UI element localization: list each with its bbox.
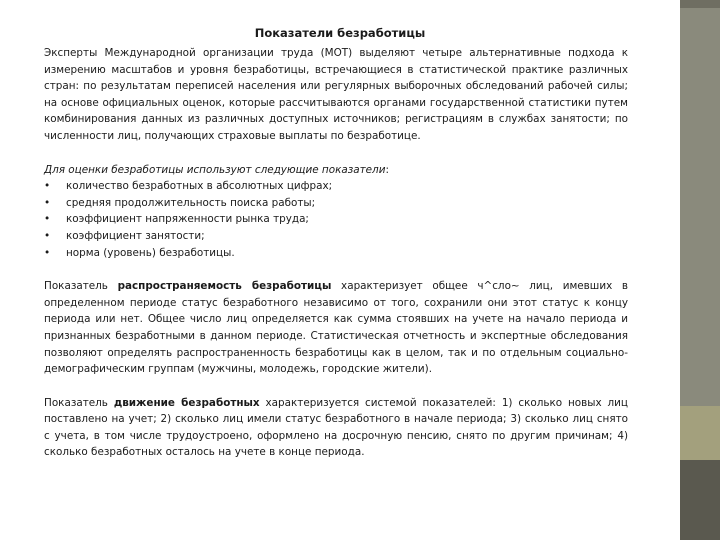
list-item-text: коэффициент занятости; [66,229,205,242]
movement-intro-text: Показатель [44,396,114,409]
bullet-icon: • [44,246,51,259]
list-item-text: норма (уровень) безработицы. [66,246,235,259]
list-item [44,178,628,195]
movement-body-text: характеризуется системой показателей: 1) сколько новых лиц поставлено на учет; 2) сколько лиц имели статус безработного в начале периода; 3) сколько лиц снято с учета, в том числе трудоустроено, оформлено на досрочную пенсию, снято по другим причинам; 4) сколько безработных осталось на учете в конце периода. [44,396,628,459]
side-decoration-bar [680,0,720,540]
side-bar-top-band [680,0,720,8]
list-item [44,211,628,228]
list-item [44,195,628,212]
bullet-icon: • [44,229,51,242]
side-bar-bottom-band [680,460,720,540]
indicators-colon: : [385,163,389,176]
bullet-icon: • [44,196,51,209]
list-item-text: количество безработных в абсолютных цифрах; [66,180,333,193]
document-body [44,45,628,461]
indicators-lead: Для оценки безработицы используют следующие показатели [44,163,386,176]
paragraph-spacer [44,378,628,395]
bullet-icon: • [44,180,51,193]
list-item-text: средняя продолжительность поиска работы; [66,196,316,209]
page-title: Показатели безработицы [254,26,426,40]
list-item [44,228,628,245]
prevalence-body-text: характеризует общее ч^сло~ лиц, имевших в определенном периоде статус безработного независимо от того, сохранили они этот статус к концу периода или нет. Общее число лиц определяется как сумма стоявших на учете на начало периода и признанных безработными в данном периоде. Статистическая отчетность и экспертные обследования позволяют определять распространенность безработицы как в целом, так и по отдельным социально-демографическим группам (мужчины, молодежь, городские жители). [44,280,628,376]
list-item-text: коэффициент напряженности рынка труда; [66,213,309,226]
prevalence-paragraph [44,278,628,378]
movement-paragraph [44,395,628,461]
bullet-icon: • [44,213,51,226]
intro-paragraph: Эксперты Международной организации труда (МОТ) выделяют четыре альтернативные подхода к измерению масштабов и уровня безработицы, встречающиеся в статистической практике различных стран: по результатам переписей населения или регулярных выборочных обследований рабочей силы; на основе официальных оценок, которые рассчитываются органами государственной статистики путем комбинирования данных из различных доступных источников; регистрациям в службах занятости; по численности лиц, получающих страховые выплаты по безработице. [44,47,628,142]
paragraph-spacer [44,261,628,278]
indicators-heading [44,162,628,179]
prevalence-term: распространяемость безработицы [117,280,332,293]
movement-term: движение безработных [113,396,260,409]
list-item [44,245,628,262]
side-bar-accent-band [680,406,720,460]
paragraph-spacer [44,145,628,162]
indicators-list [44,178,628,261]
prevalence-intro-text: Показатель [44,280,118,293]
